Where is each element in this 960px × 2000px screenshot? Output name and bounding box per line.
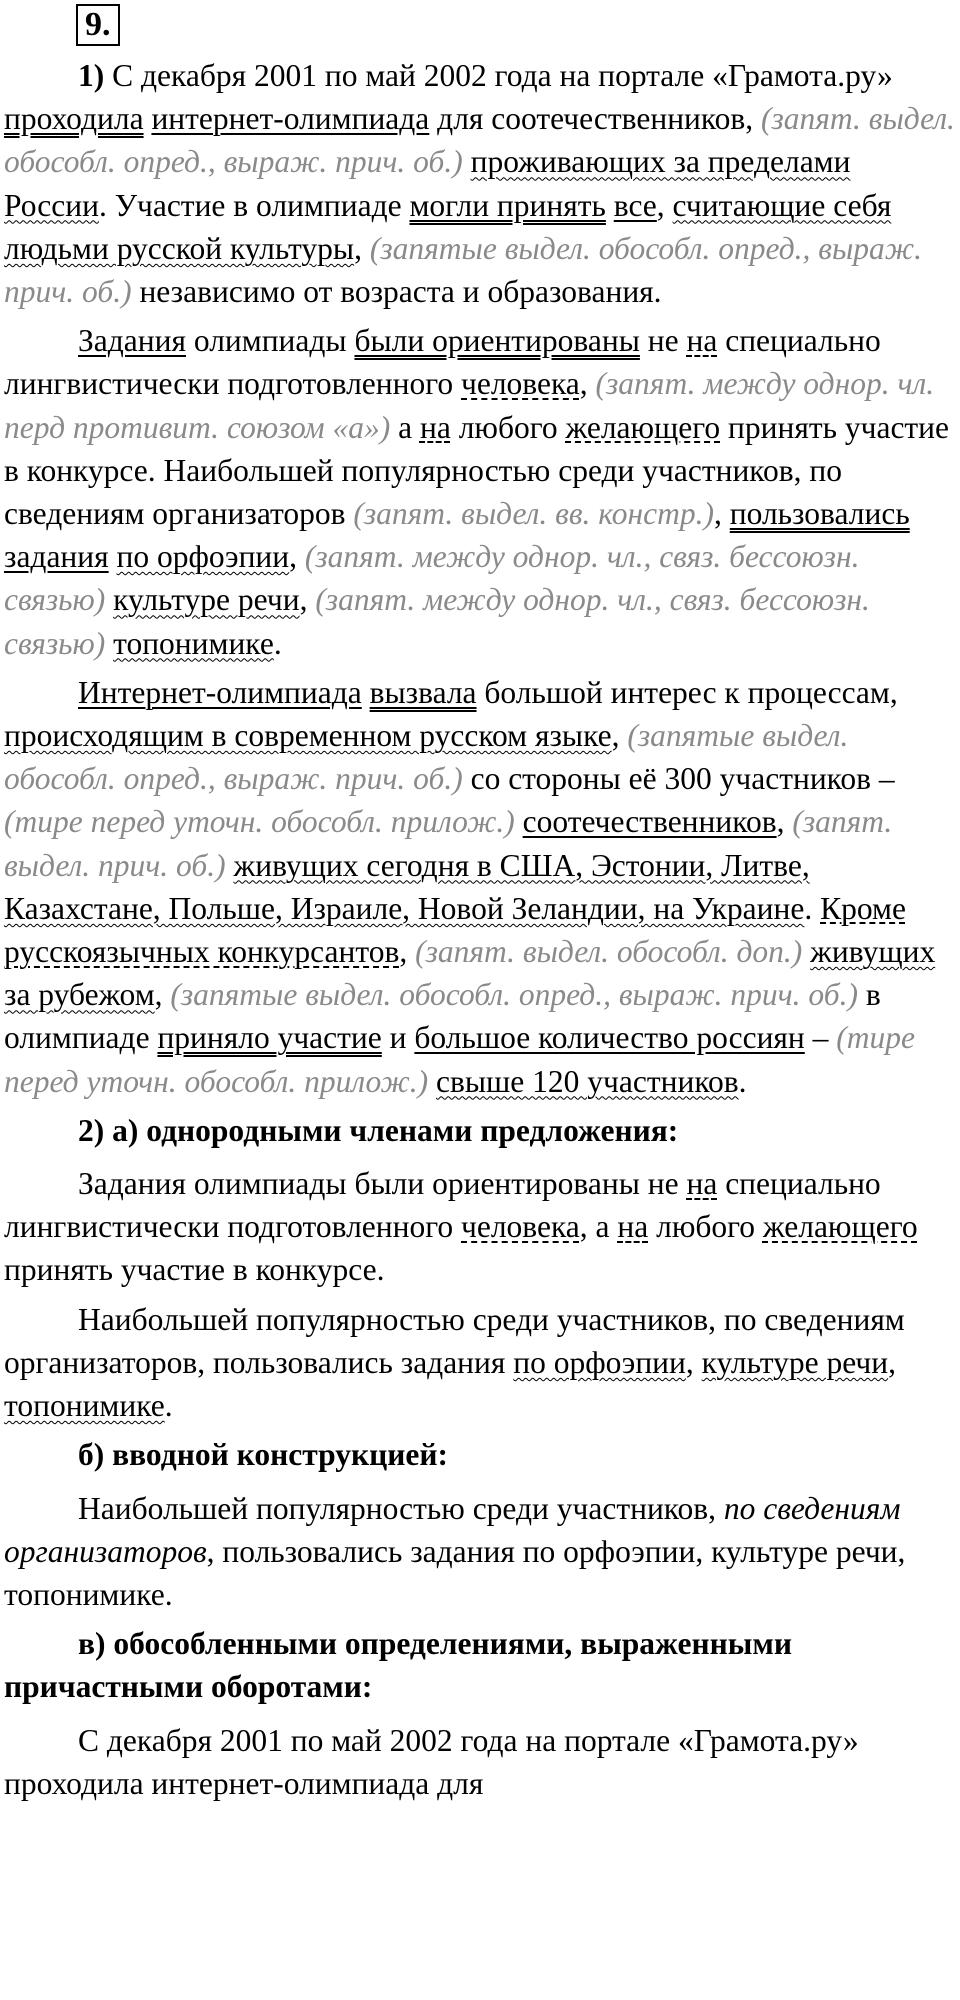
- object: на: [419, 409, 451, 445]
- text: –: [804, 1020, 837, 1056]
- text-body: [4, 54, 959, 1811]
- punctuation-note: (запятые выдел. обособл. опред., выраж. прич. об.): [4, 230, 922, 310]
- predicate: были ориентированы: [354, 323, 640, 359]
- subject: все: [613, 187, 657, 223]
- text: [463, 144, 471, 179]
- attribute: считающие себя людьми русской культуры: [4, 187, 892, 266]
- text: олимпиады: [185, 323, 355, 359]
- punctuation-note: (запят. выдел. вв. констр.): [353, 496, 715, 532]
- text: Наибольшей популярностью среди участников,: [78, 1490, 724, 1526]
- text: большой интерес к процессам,: [476, 674, 898, 710]
- text: ,: [154, 977, 171, 1013]
- text: [109, 539, 117, 574]
- text: ,: [289, 539, 305, 575]
- text: ,: [888, 1344, 896, 1380]
- exercise-number: 9.: [76, 4, 120, 46]
- subject: Задания: [78, 323, 186, 359]
- text: специально лингвистически подготовленного: [4, 323, 881, 402]
- text: ,: [685, 1344, 702, 1380]
- text: , а: [579, 1209, 618, 1245]
- text: любого: [450, 409, 566, 445]
- text: [105, 582, 113, 617]
- attribute: по орфоэпии: [513, 1344, 686, 1380]
- text: [515, 804, 523, 839]
- section-heading-b: б) вводной конструкцией:: [78, 1437, 449, 1473]
- text: ,: [354, 230, 370, 266]
- paragraph-7: [4, 1719, 959, 1805]
- text: [362, 675, 370, 710]
- text: С декабря 2001 по май 2002 года на портале «Грамота.ру»: [104, 58, 893, 93]
- text: ,: [299, 582, 316, 618]
- object: на: [617, 1209, 649, 1245]
- text: ,: [611, 718, 628, 754]
- punctuation-note: (тире перед уточн. обособл. прилож.): [4, 1020, 916, 1099]
- attribute: топонимике: [113, 625, 274, 661]
- attribute: происходящим в современном русском языке: [4, 718, 612, 754]
- paragraph-3: [4, 671, 959, 1103]
- text: .: [273, 625, 282, 661]
- text: , пользовались задания по орфоэпии, культуре речи, топонимике.: [4, 1533, 906, 1612]
- object: человека: [461, 366, 580, 402]
- text: [606, 188, 614, 223]
- punctuation-note: (запятые выдел. обособл. опред., выраж. прич. об.): [4, 718, 849, 797]
- attribute: культуре речи: [113, 582, 300, 618]
- object: Кроме русскоязычных конкурсантов: [4, 890, 906, 970]
- text: независимо от возраста и образования.: [131, 274, 662, 310]
- text: а: [390, 409, 420, 445]
- paragraph-5: [4, 1298, 959, 1428]
- punctuation-note: (запят. между однор. чл., связ. бессоюзн. связью): [4, 582, 870, 661]
- introductory-phrase: по сведениям организаторов: [4, 1490, 901, 1569]
- section-heading-c: в) обособленными определениями, выраженными причастными оборотами:: [4, 1626, 792, 1705]
- attribute: проживающих за пределами России: [4, 144, 851, 223]
- subject: Интернет-олимпиада: [78, 674, 362, 710]
- text: в олимпиаде: [4, 977, 881, 1056]
- subject: соотечественников: [522, 804, 777, 840]
- paragraph-2: [4, 319, 959, 665]
- object: на: [686, 1166, 718, 1202]
- text: [105, 626, 113, 661]
- text: Задания олимпиады были ориентированы не: [78, 1166, 687, 1202]
- text: для соотечественников,: [429, 101, 761, 137]
- text: [428, 1064, 436, 1099]
- object: желающего: [762, 1209, 918, 1245]
- text: Наибольшей популярностью среди участников, по сведениям организаторов, пользовались задания: [4, 1301, 905, 1380]
- paragraph-6: [4, 1487, 959, 1617]
- predicate: могли принять: [409, 187, 606, 223]
- punctuation-note: (запят. выдел. обособл. опред., выраж. прич. об.): [4, 101, 955, 180]
- object: желающего: [565, 409, 721, 445]
- attribute: живущих сегодня в США, Эстонии, Литве, Казахстане, Польше, Израиле, Новой Зеландии, на Украине: [4, 847, 810, 926]
- text: .: [738, 1063, 747, 1099]
- text: любого: [648, 1209, 763, 1245]
- punctuation-note: (запят. выдел. обособл. доп.): [415, 934, 803, 970]
- text: не: [639, 323, 687, 359]
- predicate: проходила: [4, 101, 144, 137]
- punctuation-note: (тире перед уточн. обособл. прилож.): [4, 804, 515, 840]
- punctuation-note: (запят. выдел. прич. об.): [4, 804, 893, 883]
- text: ,: [776, 804, 793, 840]
- text: специально лингвистически подготовленного: [4, 1166, 881, 1245]
- text: . Участие в олимпиаде: [98, 187, 410, 223]
- object: человека: [461, 1209, 580, 1245]
- text: ,: [399, 934, 416, 970]
- section-heading-a: 2) а) однородными членами предложения:: [78, 1112, 679, 1148]
- text: ,: [579, 366, 596, 402]
- attribute: культуре речи: [701, 1344, 889, 1380]
- punctuation-note: (запятые выдел. обособл. опред., выраж. прич. об.): [170, 977, 858, 1013]
- subject: большое количество россиян: [414, 1020, 805, 1056]
- punctuation-note: (запят. между однор. чл., связ. бессоюзн. связью): [4, 539, 860, 618]
- paragraph-1: [4, 54, 959, 313]
- text: принять участие в конкурсе.: [4, 1252, 385, 1288]
- text: С декабря 2001 по май 2002 года на портале «Грамота.ру» проходила интернет-олимпиада для: [4, 1722, 859, 1801]
- text: ,: [714, 496, 730, 532]
- subject: интернет-олимпиада: [151, 101, 430, 137]
- subject: задания: [4, 539, 109, 575]
- item-label: 1): [78, 58, 105, 93]
- attribute: топонимике: [4, 1388, 165, 1424]
- attribute: по орфоэпии: [116, 539, 290, 575]
- text: [802, 934, 810, 969]
- text: .: [804, 890, 821, 926]
- paragraph-4: [4, 1162, 959, 1292]
- text: ,: [656, 187, 673, 223]
- attribute: свыше 120 участников: [436, 1063, 739, 1099]
- predicate: вызвала: [369, 674, 477, 710]
- text: принять участие в конкурсе. Наибольшей популярностью среди участников, по сведениям организаторов: [4, 409, 950, 532]
- punctuation-note: (запят. между однор. чл. перд противит. союзом «а»): [4, 366, 935, 445]
- object: на: [686, 323, 718, 359]
- text: и: [381, 1020, 415, 1056]
- text: .: [164, 1388, 173, 1424]
- predicate: приняло участие: [157, 1020, 382, 1056]
- attribute: живущих за рубежом: [4, 934, 936, 1013]
- text: со стороны её 300 участников –: [462, 761, 895, 797]
- predicate: пользовались: [729, 496, 910, 532]
